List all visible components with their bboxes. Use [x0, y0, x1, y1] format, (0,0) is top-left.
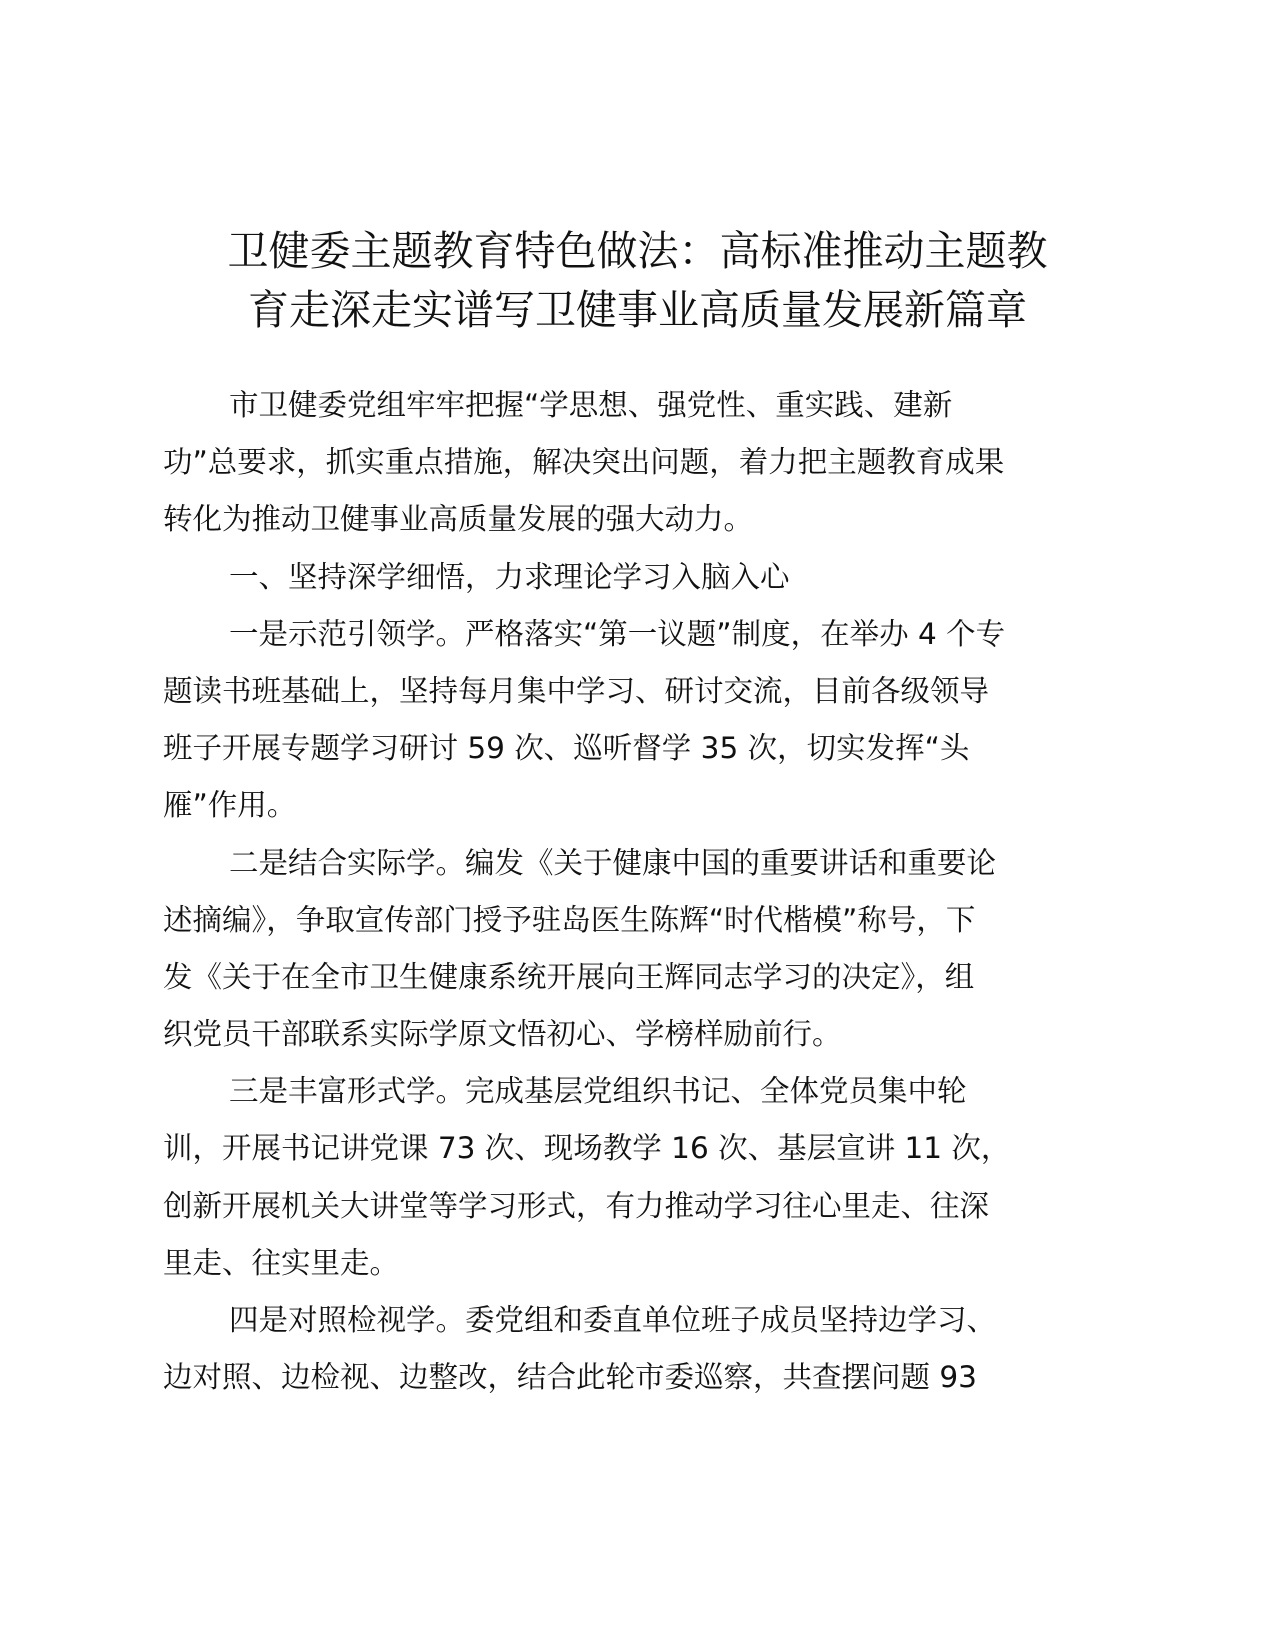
- section-heading: 一、坚持深学细悟，力求理论学习入脑入心: [229, 559, 790, 594]
- paragraph-2-line: 发《关于在全市卫生健康系统开展向王辉同志学习的决定》，组: [163, 959, 975, 994]
- title-line-2: 育走深走实谱写卫健事业高质量发展新篇章: [248, 286, 1027, 334]
- intro-paragraph-line: 转化为推动卫健事业高质量发展的强大动力。: [163, 502, 754, 537]
- paragraph-3-line: 三是丰富形式学。完成基层党组织书记、全体党员集中轮: [229, 1074, 967, 1109]
- intro-paragraph-line: 功”总要求，抓实重点措施，解决突出问题，着力把主题教育成果: [163, 445, 1005, 480]
- paragraph-1-line: 班子开展专题学习研讨 59 次、巡听督学 35 次，切实发挥“头: [163, 731, 970, 766]
- paragraph-3-line: 里走、往实里走。: [163, 1245, 400, 1280]
- intro-paragraph-line: 市卫健委党组牢牢把握“学思想、强党性、重实践、建新: [229, 388, 953, 422]
- paragraph-2-line: 述摘编》，争取宣传部门授予驻岛医生陈辉“时代楷模”称号，下: [163, 902, 976, 937]
- paragraph-2-line: 二是结合实际学。编发《关于健康中国的重要讲话和重要论: [229, 845, 997, 880]
- paragraph-4-line: 边对照、边检视、边整改，结合此轮市委巡察，共查摆问题 93: [163, 1360, 977, 1395]
- paragraph-1-line: 雁”作用。: [163, 788, 297, 823]
- paragraph-3-line: 创新开展机关大讲堂等学习形式，有力推动学习往心里走、往深: [163, 1188, 990, 1223]
- document-body: [163, 377, 1113, 1406]
- paragraph-1-line: 一是示范引领学。严格落实“第一议题”制度，在举办 4 个专: [229, 616, 1006, 651]
- paragraph-4-line: 四是对照检视学。委党组和委直单位班子成员坚持边学习、: [229, 1303, 997, 1337]
- document-title: [160, 222, 1115, 340]
- title-line-1: 卫健委主题教育特色做法：高标准推动主题教: [227, 227, 1048, 275]
- paragraph-1-line: 题读书班基础上，坚持每月集中学习、研讨交流，目前各级领导: [163, 673, 990, 708]
- paragraph-3-line: 训，开展书记讲党课 73 次、现场教学 16 次、基层宣讲 11 次，: [163, 1131, 1011, 1166]
- paragraph-2-line: 织党员干部联系实际学原文悟初心、学榜样励前行。: [163, 1017, 842, 1052]
